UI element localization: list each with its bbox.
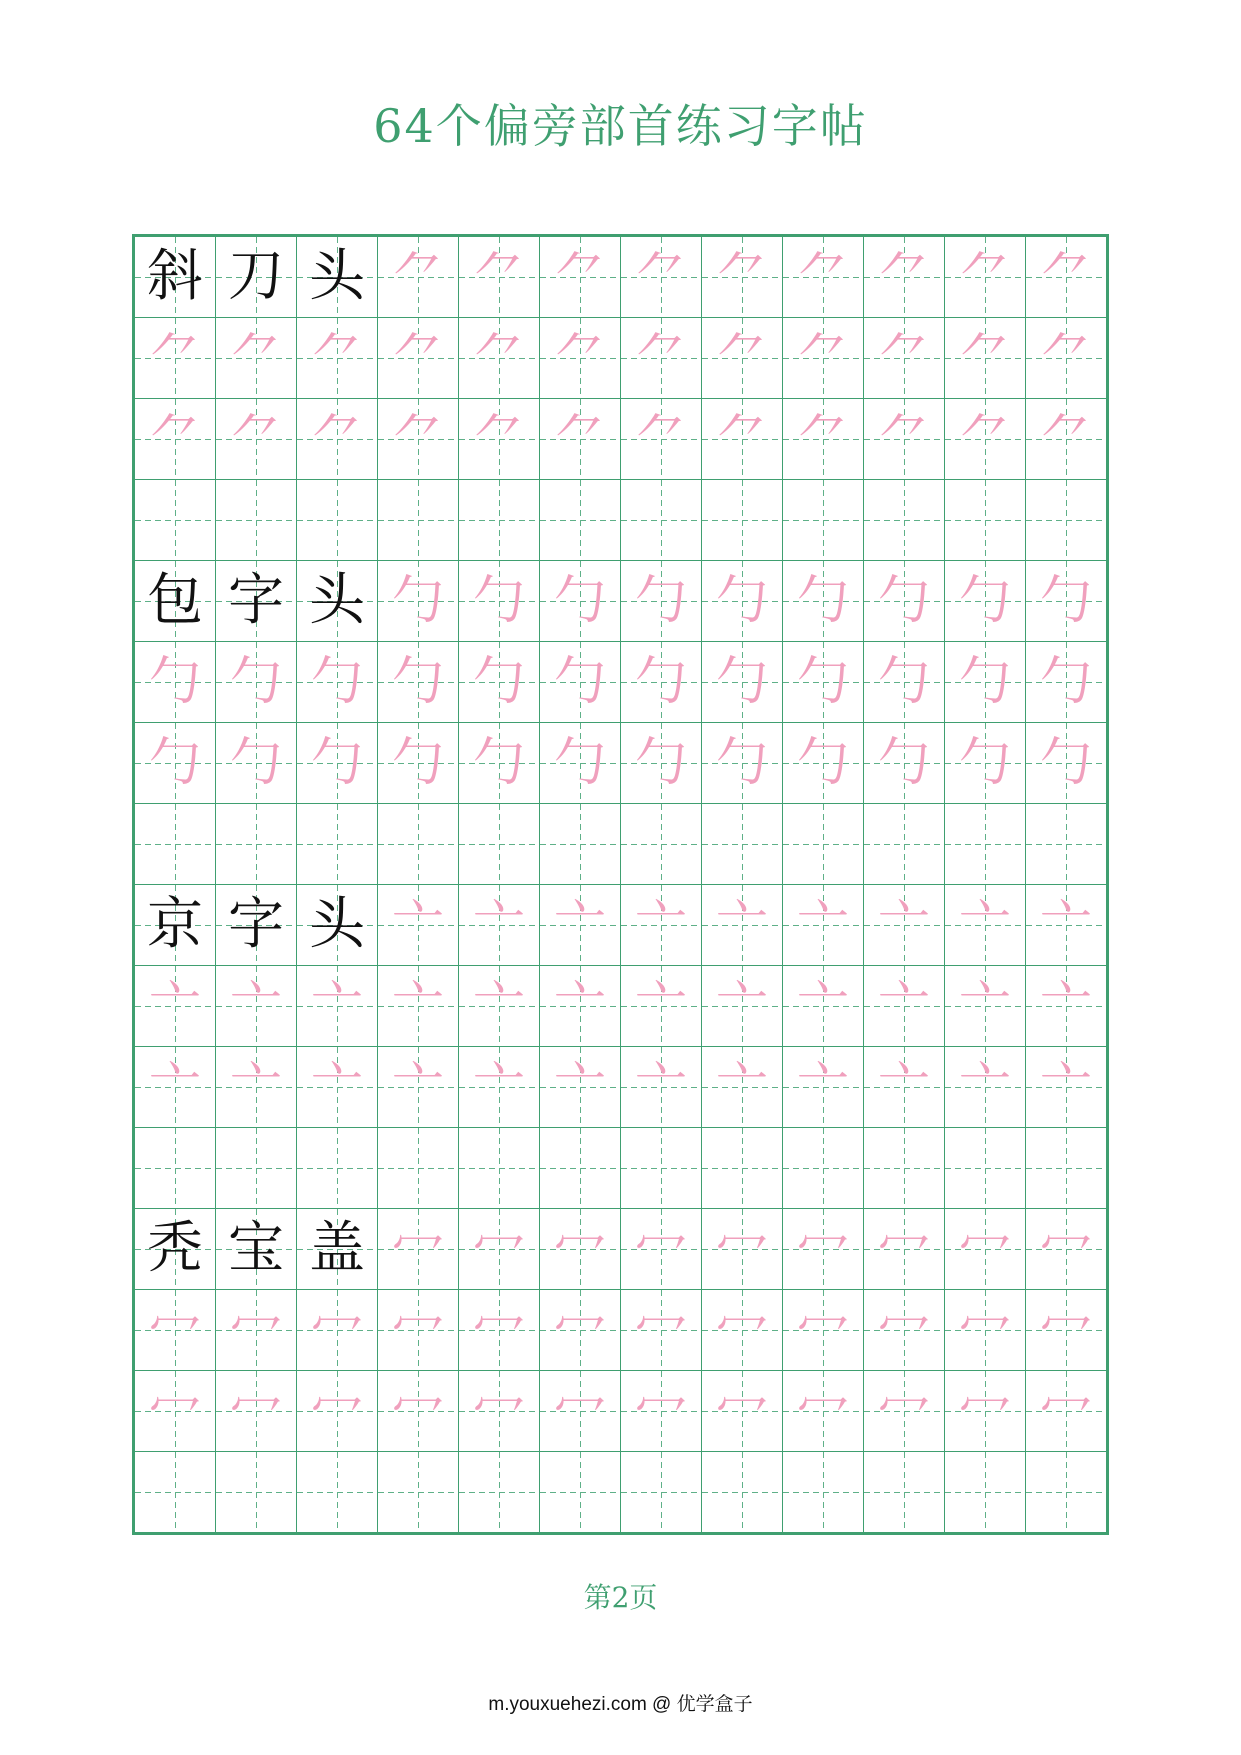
trace-radical-cell: 亠 — [378, 966, 458, 1046]
example-char-cell: 头 — [297, 237, 377, 317]
trace-radical-cell: 冖 — [1026, 1290, 1106, 1370]
blank-practice-cell — [945, 804, 1025, 884]
blank-practice-cell — [1026, 1128, 1106, 1208]
trace-radical-cell: 冖 — [864, 1371, 944, 1451]
trace-radical-cell: 亠 — [540, 966, 620, 1046]
trace-radical-cell: 勹 — [459, 642, 539, 722]
trace-radical-cell: ⺈ — [783, 237, 863, 317]
blank-practice-cell — [783, 480, 863, 560]
blank-practice-cell — [864, 1128, 944, 1208]
trace-radical-cell: 冖 — [378, 1209, 458, 1289]
trace-radical-cell: 冖 — [378, 1290, 458, 1370]
trace-radical-cell: 冖 — [945, 1209, 1025, 1289]
trace-radical-cell: 冖 — [1026, 1209, 1106, 1289]
blank-practice-cell — [135, 1452, 215, 1532]
blank-practice-cell — [702, 804, 782, 884]
example-char-cell: 秃 — [135, 1209, 215, 1289]
blank-practice-cell — [1026, 804, 1106, 884]
blank-practice-cell — [135, 1128, 215, 1208]
trace-radical-cell: 勹 — [864, 561, 944, 641]
trace-radical-cell: ⺈ — [621, 318, 701, 398]
trace-radical-cell: ⺈ — [702, 237, 782, 317]
trace-radical-cell: 冖 — [864, 1209, 944, 1289]
blank-practice-cell — [864, 804, 944, 884]
trace-radical-cell: 亠 — [864, 885, 944, 965]
blank-practice-cell — [864, 480, 944, 560]
trace-radical-cell: 勹 — [621, 561, 701, 641]
blank-practice-cell — [216, 804, 296, 884]
trace-radical-cell: 亠 — [135, 966, 215, 1046]
trace-radical-cell: ⺈ — [297, 318, 377, 398]
trace-radical-cell: 亠 — [945, 885, 1025, 965]
blank-practice-cell — [459, 1128, 539, 1208]
blank-practice-cell — [378, 480, 458, 560]
blank-practice-cell — [1026, 480, 1106, 560]
trace-radical-cell: 亠 — [864, 966, 944, 1046]
trace-radical-cell: 亠 — [945, 966, 1025, 1046]
blank-practice-cell — [702, 1452, 782, 1532]
trace-radical-cell: 冖 — [702, 1371, 782, 1451]
trace-radical-cell: 冖 — [783, 1371, 863, 1451]
trace-radical-cell: 亠 — [945, 1047, 1025, 1127]
example-char-cell: 头 — [297, 885, 377, 965]
trace-radical-cell: 勹 — [1026, 723, 1106, 803]
trace-radical-cell: ⺈ — [621, 399, 701, 479]
trace-radical-cell: 冖 — [135, 1371, 215, 1451]
trace-radical-cell: ⺈ — [702, 399, 782, 479]
trace-radical-cell: ⺈ — [783, 399, 863, 479]
trace-radical-cell: 亠 — [621, 966, 701, 1046]
trace-radical-cell: ⺈ — [540, 399, 620, 479]
practice-grid — [132, 234, 1109, 1535]
example-char-cell: 宝 — [216, 1209, 296, 1289]
trace-radical-cell: 冖 — [864, 1290, 944, 1370]
blank-practice-cell — [297, 804, 377, 884]
trace-radical-cell: 亠 — [702, 885, 782, 965]
blank-practice-cell — [216, 1452, 296, 1532]
trace-radical-cell: 冖 — [297, 1371, 377, 1451]
page-title: 64个偏旁部首练习字帖 — [373, 99, 868, 153]
trace-radical-cell: 勹 — [216, 642, 296, 722]
blank-practice-cell — [1026, 1452, 1106, 1532]
trace-radical-cell: ⺈ — [378, 318, 458, 398]
example-char-cell: 刀 — [216, 237, 296, 317]
blank-practice-cell — [864, 1452, 944, 1532]
example-char-cell: 头 — [297, 561, 377, 641]
trace-radical-cell: 亠 — [540, 1047, 620, 1127]
example-char-cell: 字 — [216, 561, 296, 641]
trace-radical-cell: 冖 — [702, 1290, 782, 1370]
trace-radical-cell: ⺈ — [459, 399, 539, 479]
trace-radical-cell: 亠 — [216, 1047, 296, 1127]
trace-radical-cell: 亠 — [459, 966, 539, 1046]
blank-practice-cell — [702, 480, 782, 560]
blank-practice-cell — [297, 1452, 377, 1532]
trace-radical-cell: 冖 — [135, 1290, 215, 1370]
trace-radical-cell: 亠 — [621, 885, 701, 965]
trace-radical-cell: 冖 — [945, 1371, 1025, 1451]
trace-radical-cell: 亠 — [1026, 885, 1106, 965]
trace-radical-cell: 勹 — [945, 561, 1025, 641]
trace-radical-cell: 冖 — [702, 1209, 782, 1289]
blank-practice-cell — [540, 1452, 620, 1532]
footer-watermark: m.youxuehezi.com @ 优学盒子 — [488, 1694, 753, 1715]
trace-radical-cell: 勹 — [540, 642, 620, 722]
trace-radical-cell: 勹 — [702, 561, 782, 641]
trace-radical-cell: 冖 — [378, 1371, 458, 1451]
blank-practice-cell — [135, 804, 215, 884]
trace-radical-cell: 勹 — [783, 642, 863, 722]
trace-radical-cell: ⺈ — [1026, 237, 1106, 317]
blank-practice-cell — [945, 1452, 1025, 1532]
trace-radical-cell: 亠 — [702, 966, 782, 1046]
blank-practice-cell — [135, 480, 215, 560]
trace-radical-cell: 勹 — [783, 723, 863, 803]
trace-radical-cell: 亠 — [1026, 966, 1106, 1046]
trace-radical-cell: 勹 — [378, 723, 458, 803]
blank-practice-cell — [783, 1452, 863, 1532]
trace-radical-cell: ⺈ — [459, 237, 539, 317]
trace-radical-cell: 勹 — [1026, 561, 1106, 641]
trace-radical-cell: 冖 — [540, 1290, 620, 1370]
trace-radical-cell: 勹 — [540, 561, 620, 641]
blank-practice-cell — [945, 1128, 1025, 1208]
page-number: 第2页 — [583, 1581, 658, 1614]
example-char-cell: 斜 — [135, 237, 215, 317]
trace-radical-cell: 冖 — [216, 1290, 296, 1370]
blank-practice-cell — [945, 480, 1025, 560]
trace-radical-cell: 勹 — [216, 723, 296, 803]
blank-practice-cell — [216, 1128, 296, 1208]
blank-practice-cell — [378, 1128, 458, 1208]
trace-radical-cell: ⺈ — [540, 318, 620, 398]
trace-radical-cell: 勹 — [702, 642, 782, 722]
trace-radical-cell: 亠 — [783, 1047, 863, 1127]
trace-radical-cell: 勹 — [702, 723, 782, 803]
trace-radical-cell: 勹 — [459, 561, 539, 641]
trace-radical-cell: 亠 — [297, 966, 377, 1046]
blank-practice-cell — [378, 804, 458, 884]
trace-radical-cell: 冖 — [297, 1290, 377, 1370]
blank-practice-cell — [216, 480, 296, 560]
trace-radical-cell: ⺈ — [864, 318, 944, 398]
blank-practice-cell — [378, 1452, 458, 1532]
trace-radical-cell: 勹 — [135, 723, 215, 803]
trace-radical-cell: ⺈ — [297, 399, 377, 479]
trace-radical-cell: 亠 — [135, 1047, 215, 1127]
trace-radical-cell: 冖 — [783, 1209, 863, 1289]
trace-radical-cell: 勹 — [864, 723, 944, 803]
blank-practice-cell — [297, 1128, 377, 1208]
trace-radical-cell: ⺈ — [864, 399, 944, 479]
blank-practice-cell — [297, 480, 377, 560]
trace-radical-cell: 勹 — [621, 723, 701, 803]
blank-practice-cell — [540, 804, 620, 884]
trace-radical-cell: 勹 — [459, 723, 539, 803]
blank-practice-cell — [783, 1128, 863, 1208]
example-char-cell: 京 — [135, 885, 215, 965]
trace-radical-cell: 亠 — [459, 885, 539, 965]
trace-radical-cell: 勹 — [378, 561, 458, 641]
trace-radical-cell: 冖 — [621, 1290, 701, 1370]
trace-radical-cell: 亠 — [702, 1047, 782, 1127]
blank-practice-cell — [459, 804, 539, 884]
trace-radical-cell: 勹 — [297, 723, 377, 803]
trace-radical-cell: 冖 — [621, 1209, 701, 1289]
trace-radical-cell: ⺈ — [540, 237, 620, 317]
trace-radical-cell: 亠 — [378, 1047, 458, 1127]
blank-practice-cell — [459, 480, 539, 560]
trace-radical-cell: ⺈ — [1026, 318, 1106, 398]
blank-practice-cell — [621, 1128, 701, 1208]
trace-radical-cell: 亠 — [297, 1047, 377, 1127]
trace-radical-cell: ⺈ — [945, 237, 1025, 317]
trace-radical-cell: 亠 — [378, 885, 458, 965]
trace-radical-cell: 勹 — [945, 642, 1025, 722]
trace-radical-cell: 亠 — [1026, 1047, 1106, 1127]
trace-radical-cell: ⺈ — [621, 237, 701, 317]
trace-radical-cell: 冖 — [945, 1290, 1025, 1370]
trace-radical-cell: 亠 — [216, 966, 296, 1046]
blank-practice-cell — [621, 1452, 701, 1532]
trace-radical-cell: 冖 — [459, 1209, 539, 1289]
trace-radical-cell: 亠 — [621, 1047, 701, 1127]
trace-radical-cell: 冖 — [540, 1371, 620, 1451]
trace-radical-cell: ⺈ — [378, 399, 458, 479]
trace-radical-cell: 亠 — [783, 885, 863, 965]
trace-radical-cell: 勹 — [621, 642, 701, 722]
trace-radical-cell: ⺈ — [378, 237, 458, 317]
trace-radical-cell: 勹 — [378, 642, 458, 722]
example-char-cell: 包 — [135, 561, 215, 641]
trace-radical-cell: 冖 — [783, 1290, 863, 1370]
trace-radical-cell: ⺈ — [945, 318, 1025, 398]
blank-practice-cell — [621, 804, 701, 884]
trace-radical-cell: ⺈ — [135, 399, 215, 479]
blank-practice-cell — [540, 1128, 620, 1208]
trace-radical-cell: ⺈ — [783, 318, 863, 398]
trace-radical-cell: 亠 — [864, 1047, 944, 1127]
trace-radical-cell: 勹 — [945, 723, 1025, 803]
example-char-cell: 字 — [216, 885, 296, 965]
trace-radical-cell: ⺈ — [459, 318, 539, 398]
trace-radical-cell: 亠 — [540, 885, 620, 965]
trace-radical-cell: 亠 — [459, 1047, 539, 1127]
blank-practice-cell — [702, 1128, 782, 1208]
trace-radical-cell: ⺈ — [216, 399, 296, 479]
trace-radical-cell: ⺈ — [945, 399, 1025, 479]
trace-radical-cell: 冖 — [540, 1209, 620, 1289]
trace-radical-cell: ⺈ — [864, 237, 944, 317]
trace-radical-cell: 冖 — [459, 1290, 539, 1370]
trace-radical-cell: 冖 — [621, 1371, 701, 1451]
trace-radical-cell: 勹 — [135, 642, 215, 722]
trace-radical-cell: 勹 — [1026, 642, 1106, 722]
trace-radical-cell: 勹 — [540, 723, 620, 803]
trace-radical-cell: ⺈ — [1026, 399, 1106, 479]
trace-radical-cell: ⺈ — [702, 318, 782, 398]
blank-practice-cell — [459, 1452, 539, 1532]
example-char-cell: 盖 — [297, 1209, 377, 1289]
trace-radical-cell: 冖 — [1026, 1371, 1106, 1451]
trace-radical-cell: 亠 — [783, 966, 863, 1046]
trace-radical-cell: ⺈ — [135, 318, 215, 398]
blank-practice-cell — [540, 480, 620, 560]
trace-radical-cell: 勹 — [297, 642, 377, 722]
trace-radical-cell: 冖 — [216, 1371, 296, 1451]
trace-radical-cell: 冖 — [459, 1371, 539, 1451]
blank-practice-cell — [621, 480, 701, 560]
trace-radical-cell: ⺈ — [216, 318, 296, 398]
blank-practice-cell — [783, 804, 863, 884]
trace-radical-cell: 勹 — [783, 561, 863, 641]
trace-radical-cell: 勹 — [864, 642, 944, 722]
